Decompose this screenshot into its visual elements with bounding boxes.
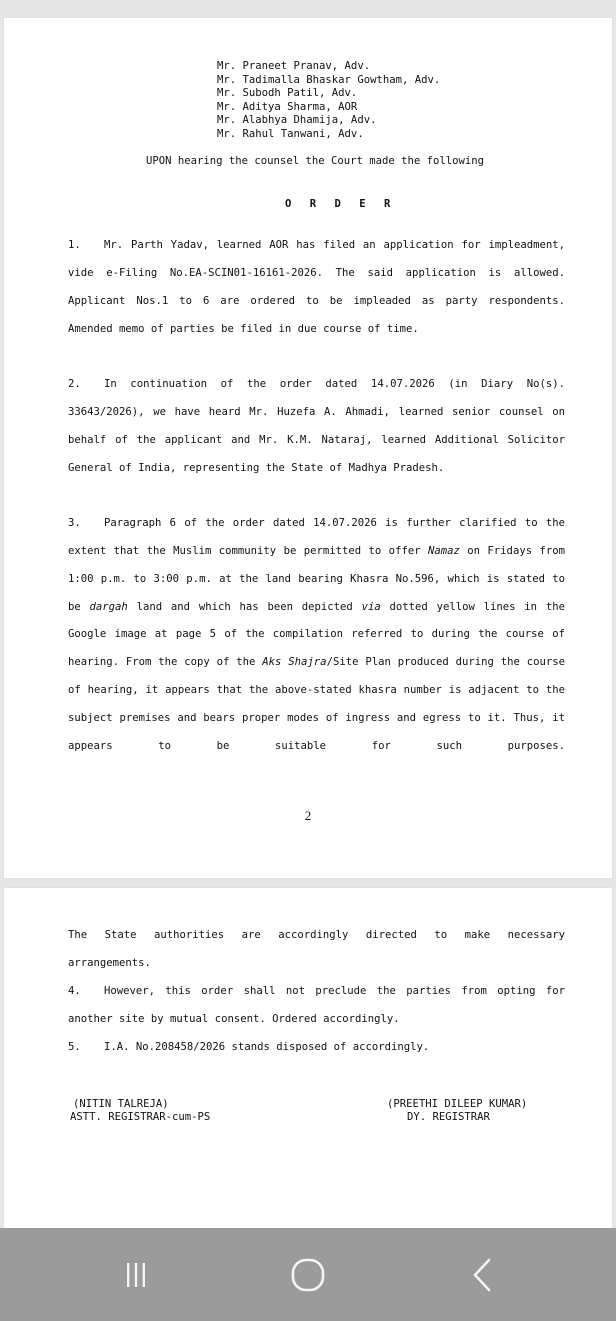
signatory-name: (NITIN TALREJA) <box>73 1098 169 1110</box>
paragraph-number: 2. <box>68 378 81 390</box>
paragraph-2 <box>68 371 565 482</box>
paragraph-number: 3. <box>68 517 81 529</box>
order-heading: O R D E R <box>285 198 397 210</box>
paragraph-text: Mr. Parth Yadav, learned AOR has filed an application for impleadment, vide e-Filing No.EA-SCIN01-16161-2026. The said application is allowed. Applicant Nos.1 to 6 are ordered to be impleaded as party respondents. Amended memo of parties be filed in due course of time. <box>68 239 565 335</box>
signature-right <box>387 1098 527 1124</box>
navigation-bar <box>0 1228 616 1321</box>
recents-button[interactable] <box>106 1250 166 1300</box>
home-button[interactable] <box>278 1250 338 1300</box>
page-number: 2 <box>304 808 312 823</box>
italic-term: via <box>361 600 381 613</box>
paragraph-text: Paragraph 6 of the order dated 14.07.2026 is further clarified to the extent that the Muslim community be permitted to offer <box>68 517 565 557</box>
signatory-name: (PREETHI DILEEP KUMAR) <box>387 1098 528 1110</box>
paragraph-number: 4. <box>68 985 81 997</box>
counsel-item: Mr. Subodh Patil, Adv. <box>217 87 358 100</box>
paragraph-5 <box>68 1034 565 1062</box>
paragraph-text: I.A. No.208458/2026 stands disposed of accordingly. <box>104 1041 430 1053</box>
paragraph-text: /Site Plan produced during the course of hearing, it appears that the above-stated khasra number is adjacent to the subject premises and bears proper modes of ingress and egress to it. Thus, it appears to be suitable for such purposes. <box>68 656 565 752</box>
paragraph-4 <box>68 978 565 1034</box>
italic-term: Namaz <box>427 544 460 557</box>
signatory-title: DY. REGISTRAR <box>407 1111 490 1123</box>
counsel-item: Mr. Praneet Pranav, Adv. <box>217 60 371 72</box>
counsel-item: Mr. Tadimalla Bhaskar Gowtham, Adv. <box>217 73 441 86</box>
paragraph-text: dotted yellow lines in the Google image at page 5 of the compilation referred to during the course of hearing. From the copy of the <box>68 600 565 669</box>
paragraph-number: 1. <box>68 239 81 251</box>
paragraph-3 <box>68 510 565 761</box>
document-page-2 <box>4 888 612 1233</box>
document-page-1 <box>4 18 612 878</box>
counsel-item: Mr. Rahul Tanwani, Adv. <box>217 127 364 140</box>
paragraph-text: land and which has been depicted <box>127 600 362 613</box>
paragraph-number: 5. <box>68 1041 81 1053</box>
paragraph-text: In continuation of the order dated 14.07.2026 (in Diary No(s). 33643/2026), we have heard Mr. Huzefa A. Ahmadi, learned senior counsel on behalf of the applicant and Mr. K.M. Nataraj, learned Additional Solicitor General of India, representing the State of Madhya Pradesh. <box>68 378 565 474</box>
paragraph-continuation <box>68 922 565 978</box>
italic-term: dargah <box>89 600 128 613</box>
home-icon <box>290 1257 326 1293</box>
paragraph-text: The State authorities are accordingly directed to make necessary arrangements. <box>68 929 565 969</box>
counsel-item: Mr. Aditya Sharma, AOR <box>217 100 358 113</box>
paragraph-text: on Fridays from 1:00 p.m. to 3:00 p.m. at the land bearing Khasra No.596, which is stated to be <box>68 544 565 613</box>
italic-term: Aks Shajra <box>262 656 327 669</box>
paragraph-text: However, this order shall not preclude the parties from opting for another site by mutual consent. Ordered accordingly. <box>68 985 565 1025</box>
back-icon <box>467 1257 497 1293</box>
paragraph-1 <box>68 232 565 343</box>
signatory-title: ASTT. REGISTRAR-cum-PS <box>70 1111 211 1123</box>
counsel-item: Mr. Alabhya Dhamija, Adv. <box>217 114 377 127</box>
back-button[interactable] <box>452 1250 512 1300</box>
signature-left <box>70 1098 210 1124</box>
recents-icon <box>121 1260 151 1290</box>
upon-hearing-line: UPON hearing the counsel the Court made the following <box>146 155 485 167</box>
counsel-list <box>217 60 440 142</box>
